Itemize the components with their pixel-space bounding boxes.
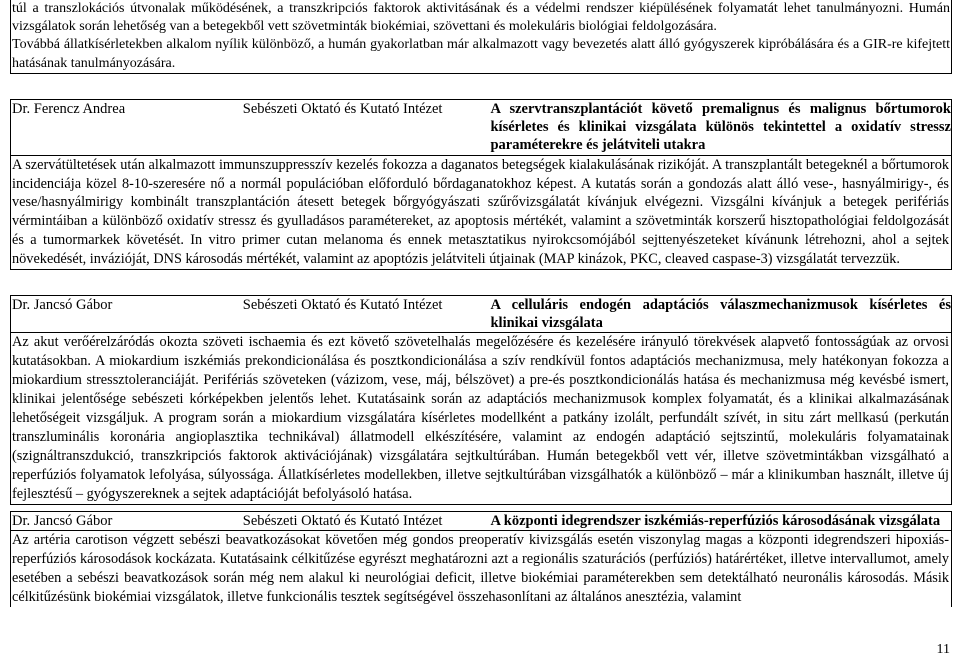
supervisor-name: Dr. Jancsó Gábor: [12, 513, 113, 529]
topic-description: Az artéria carotison végzett sebészi beavatkozásokat követően még gondos preoperatív kivizsgálás esetén viszonylag magas a központi idegrendszeri hipoxiás-reperfúziós károsodások kockázata. Kutatásaink célkitűzése egyrészt meghatározni azt a regionális szaturációs (perfúziós) határértéket, illetve intervallumot, amely esetében a sebészi beavatkozások során még nem alakul ki neurológiai deficit, illetve biokémiai paraméterekben sem detektálható neuronális károsodás. Másik célkitűzésünk biokémiai vizsgálatok, illetve funkcionális tesztek segítségével összehasonlítani az általános anesztézia, valamint: [12, 532, 949, 605]
document-page: [10, 0, 952, 605]
supervisor-name: Dr. Ferencz Andrea: [12, 101, 126, 117]
topic-description: A szervátültetések után alkalmazott immunszuppresszív kezelés fokozza a daganatos betegségek kialakulásának rizikóját. A transzplantált betegeknél a bőrtumorok incidenciája közel 8-10-szeresére nő a normál populációban előforduló bőrdaganatokhoz képest. A kutatás során a gondozás alatt álló vese-, hasnyálmirigy-, és vese/hasnyálmirigy kombinált transzplantáción átesett betegek bőrgyógyászati szűrővizsgálatát kívánjuk elvégezni. Vizsgálni kívánjuk a betegek perifériás vérmintáiban a különböző oxidatív stressz és gyulladásos paramétereket, az apoptosis mértékét, valamint a szövetminták korszerű hisztopathológiai feldolgozását és a tumormarkek követését. In vitro primer cutan melanoma és ennek metasztatikus nyirokcsomójából sejttenyészeteket kívánunk létrehozni, ahol a sejtek növekedését, invázióját, DNS károsodás mértékét, valamint az apoptózis jelátviteli útjainak (MAP kinázok, PKC, cleaved caspase-3) vizsgálatát tervezzük.: [12, 156, 949, 268]
research-entry: [10, 295, 952, 505]
topic-title: A központi idegrendszer iszkémiás-reperfúziós károsodásának vizsgálata: [490, 513, 941, 529]
topic-description: Az akut verőérelzáródás okozta szöveti ischaemia és ezt követő szövetelhalás megelőzésére és kezelésére irányuló törekvések alapvető fontosságúak az orvosi kutatásokban. A miokardium iszkémiás prekondicionálása és posztkondicionálása a szív rendkívül fontos adaptációs mechanizmusa, mely hatékonyan fokozza a miokardium stressztoleranciáját. Perifériás szöveteken (vázizom, vese, máj, bélszövet) a pre-és posztkondicionálás hatása és mechanizmusa még kevésbé ismert, klinikai jelentősége sebészeti kórképekben jelentős lehet. Kutatásaink során az adaptációs mechanizmusok komplex folyamatát, és a klinikai alkalmazásának lehetőségeit vizsgáljuk. A program során a miokardium vizsgálatára kísérletes modellként a patkány izolált, perfundált szívét, in situ zárt mellkasú (perkután transzluminális koronária angioplasztika technikával) állatmodell elkészítésére, valamint az endogén adaptáció sejtszintű, molekuláris folyamatainak (szignáltranszdukció, transzkripciós faktorok aktivációjának) vizsgálatára sejtkultúrában. Humán betegekből vett vér, illetve szövetmintákban vizsgálható a reperfúziós folyamatok lefolyása, súlyossága. Állatkísérletes modellekben, illetve sejtkultúrában vizsgálhatók a különböző – már a klinikumban használt, illetve új fejlesztésű – gyógyszereknek a sejtek adaptációját befolyásoló hatása.: [12, 334, 949, 502]
page-number: 11: [936, 642, 950, 657]
intro-block: [10, 0, 952, 74]
institute-name: Sebészeti Oktató és Kutató Intézet: [242, 513, 443, 529]
institute-name: Sebészeti Oktató és Kutató Intézet: [242, 297, 443, 313]
intro-paragraph: túl a transzlokációs útvonalak működésének, a transzkripciós faktorok aktivitásának és a védelmi rendszer kiépülésének folyamatát lehet tanulmányozni. Humán vizsgálatok során lehetőség van a betegekből vett szövetminták biokémiai, szövettani és molekuláris biológiai feldolgozására.: [12, 1, 950, 35]
research-entry: [10, 99, 952, 270]
entry-header: [11, 100, 951, 156]
entry-header: [11, 512, 951, 531]
topic-title: A celluláris endogén adaptációs válaszmechanizmusok kísérletes és klinikai vizsgálata: [490, 297, 951, 332]
research-entry: [10, 511, 952, 607]
intro-paragraph: Továbbá állatkísérletekben alkalom nyílik különböző, a humán gyakorlatban már alkalmazott vagy bevezetés alatt álló gyógyszerek kipróbálására és a GIR-re kifejtett hatásának tanulmányozására.: [12, 37, 950, 71]
supervisor-name: Dr. Jancsó Gábor: [12, 297, 113, 313]
institute-name: Sebészeti Oktató és Kutató Intézet: [242, 101, 443, 117]
entry-header: [11, 296, 951, 333]
topic-title: A szervtranszplantációt követő premalignus és malignus bőrtumorok kísérletes és klinikai vizsgálata különös tekintettel a oxidatív stressz paraméterekre és jelátviteli utakra: [490, 101, 951, 154]
